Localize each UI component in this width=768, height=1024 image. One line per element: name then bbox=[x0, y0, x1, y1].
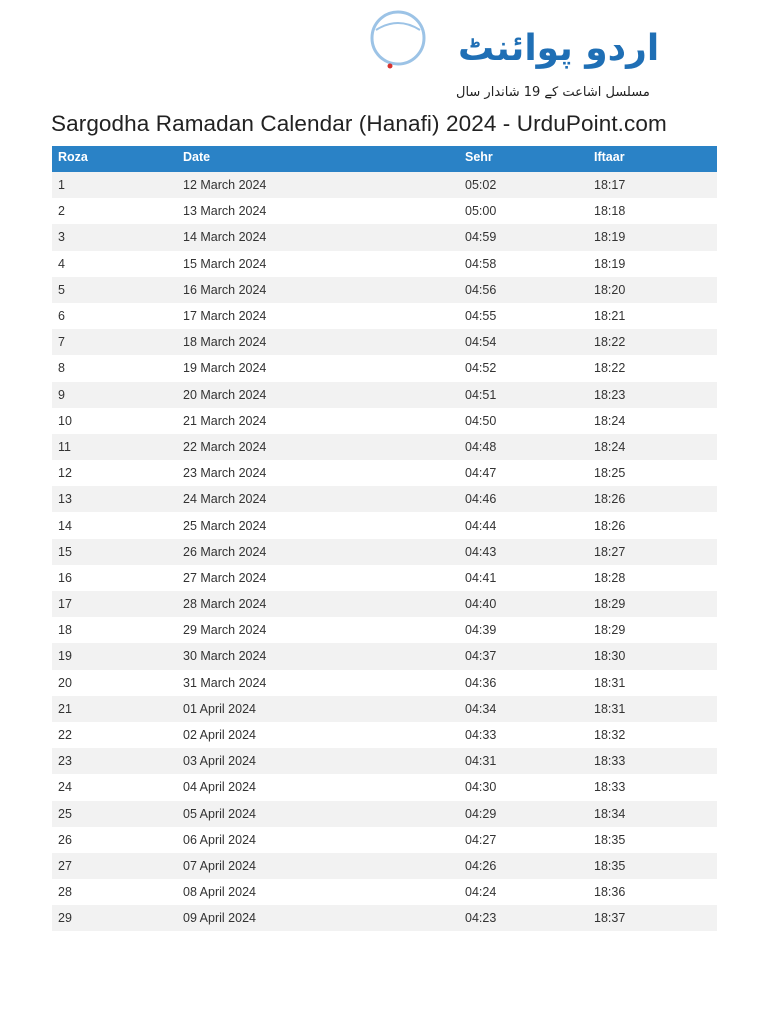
table-row bbox=[52, 434, 717, 460]
date-cell: 09 April 2024 bbox=[183, 911, 256, 926]
date-cell: 03 April 2024 bbox=[183, 754, 256, 769]
table-row bbox=[52, 643, 717, 669]
sehr-cell: 04:59 bbox=[465, 230, 497, 245]
date-cell: 29 March 2024 bbox=[183, 623, 267, 638]
roza-cell: 26 bbox=[58, 832, 72, 847]
date-cell: 01 April 2024 bbox=[183, 701, 256, 716]
iftaar-cell: 18:33 bbox=[594, 754, 626, 769]
roza-cell: 3 bbox=[58, 230, 65, 245]
date-cell: 07 April 2024 bbox=[183, 858, 256, 873]
iftaar-cell: 18:31 bbox=[594, 701, 626, 716]
sehr-cell: 04:23 bbox=[465, 911, 497, 926]
table-row bbox=[52, 460, 717, 486]
roza-cell: 7 bbox=[58, 335, 65, 350]
date-cell: 08 April 2024 bbox=[183, 885, 256, 900]
iftaar-cell: 18:31 bbox=[594, 675, 626, 690]
date-cell: 06 April 2024 bbox=[183, 832, 256, 847]
logo-graphic bbox=[290, 8, 660, 103]
roza-cell: 29 bbox=[58, 911, 72, 926]
sehr-cell: 04:41 bbox=[465, 570, 497, 585]
table-row bbox=[52, 277, 717, 303]
sehr-cell: 04:27 bbox=[465, 832, 497, 847]
sehr-cell: 04:55 bbox=[465, 309, 497, 324]
table-row bbox=[52, 591, 717, 617]
iftaar-cell: 18:20 bbox=[594, 282, 626, 297]
sehr-cell: 04:56 bbox=[465, 282, 497, 297]
table-row bbox=[52, 879, 717, 905]
iftaar-cell: 18:28 bbox=[594, 570, 626, 585]
iftaar-cell: 18:36 bbox=[594, 885, 626, 900]
date-cell: 05 April 2024 bbox=[183, 806, 256, 821]
roza-cell: 17 bbox=[58, 597, 72, 612]
roza-cell: 23 bbox=[58, 754, 72, 769]
roza-cell: 18 bbox=[58, 623, 72, 638]
sehr-cell: 04:44 bbox=[465, 518, 497, 533]
table-row bbox=[52, 670, 717, 696]
header-iftaar: Iftaar bbox=[594, 150, 625, 164]
roza-cell: 2 bbox=[58, 204, 65, 219]
table-row bbox=[52, 748, 717, 774]
table-row bbox=[52, 251, 717, 277]
sehr-cell: 04:54 bbox=[465, 335, 497, 350]
date-cell: 23 March 2024 bbox=[183, 466, 267, 481]
date-cell: 21 March 2024 bbox=[183, 413, 267, 428]
header-date: Date bbox=[183, 150, 211, 164]
roza-cell: 11 bbox=[58, 439, 71, 454]
sehr-cell: 04:33 bbox=[465, 728, 497, 743]
sehr-cell: 04:43 bbox=[465, 544, 497, 559]
iftaar-cell: 18:37 bbox=[594, 911, 626, 926]
sehr-cell: 04:39 bbox=[465, 623, 497, 638]
date-cell: 27 March 2024 bbox=[183, 570, 267, 585]
roza-cell: 22 bbox=[58, 728, 72, 743]
roza-cell: 16 bbox=[58, 570, 72, 585]
iftaar-cell: 18:32 bbox=[594, 728, 626, 743]
table-row bbox=[52, 303, 717, 329]
sehr-cell: 04:31 bbox=[465, 754, 497, 769]
roza-cell: 12 bbox=[58, 466, 72, 481]
logo-globe-arc bbox=[376, 23, 420, 30]
logo-dot bbox=[388, 64, 393, 69]
iftaar-cell: 18:18 bbox=[594, 204, 626, 219]
date-cell: 17 March 2024 bbox=[183, 309, 267, 324]
iftaar-cell: 18:35 bbox=[594, 858, 626, 873]
iftaar-cell: 18:35 bbox=[594, 832, 626, 847]
urdupoint-logo[interactable] bbox=[290, 8, 660, 103]
sehr-cell: 04:40 bbox=[465, 597, 497, 612]
iftaar-cell: 18:19 bbox=[594, 256, 626, 271]
table-row bbox=[52, 617, 717, 643]
date-cell: 28 March 2024 bbox=[183, 597, 267, 612]
iftaar-cell: 18:26 bbox=[594, 518, 626, 533]
logo-text: اردو پوائنٹ bbox=[458, 28, 660, 69]
roza-cell: 8 bbox=[58, 361, 65, 376]
roza-cell: 15 bbox=[58, 544, 72, 559]
roza-cell: 1 bbox=[58, 178, 65, 193]
ramadan-calendar-table bbox=[52, 146, 717, 931]
sehr-cell: 04:58 bbox=[465, 256, 497, 271]
logo-tagline: مسلسل اشاعت کے 19 شاندار سال bbox=[456, 85, 650, 100]
date-cell: 13 March 2024 bbox=[183, 204, 267, 219]
table-row bbox=[52, 696, 717, 722]
sehr-cell: 05:00 bbox=[465, 204, 497, 219]
roza-cell: 13 bbox=[58, 492, 72, 507]
date-cell: 02 April 2024 bbox=[183, 728, 256, 743]
roza-cell: 6 bbox=[58, 309, 65, 324]
date-cell: 22 March 2024 bbox=[183, 439, 267, 454]
date-cell: 31 March 2024 bbox=[183, 675, 267, 690]
table-row bbox=[52, 198, 717, 224]
logo-globe-ring bbox=[372, 12, 424, 64]
roza-cell: 14 bbox=[58, 518, 72, 533]
roza-cell: 28 bbox=[58, 885, 72, 900]
date-cell: 20 March 2024 bbox=[183, 387, 267, 402]
iftaar-cell: 18:29 bbox=[594, 597, 626, 612]
table-row bbox=[52, 905, 717, 931]
table-row bbox=[52, 355, 717, 381]
iftaar-cell: 18:26 bbox=[594, 492, 626, 507]
iftaar-cell: 18:33 bbox=[594, 780, 626, 795]
date-cell: 16 March 2024 bbox=[183, 282, 267, 297]
table-body bbox=[52, 172, 717, 931]
iftaar-cell: 18:29 bbox=[594, 623, 626, 638]
table-row bbox=[52, 382, 717, 408]
sehr-cell: 04:52 bbox=[465, 361, 497, 376]
roza-cell: 5 bbox=[58, 282, 65, 297]
iftaar-cell: 18:30 bbox=[594, 649, 626, 664]
iftaar-cell: 18:25 bbox=[594, 466, 626, 481]
header-roza: Roza bbox=[58, 150, 88, 164]
sehr-cell: 04:26 bbox=[465, 858, 497, 873]
table-row bbox=[52, 172, 717, 198]
sehr-cell: 05:02 bbox=[465, 178, 497, 193]
table-row bbox=[52, 722, 717, 748]
iftaar-cell: 18:24 bbox=[594, 439, 626, 454]
sehr-cell: 04:24 bbox=[465, 885, 497, 900]
sehr-cell: 04:46 bbox=[465, 492, 497, 507]
date-cell: 19 March 2024 bbox=[183, 361, 267, 376]
sehr-cell: 04:34 bbox=[465, 701, 497, 716]
table-row bbox=[52, 329, 717, 355]
table-header-row bbox=[52, 146, 717, 172]
iftaar-cell: 18:34 bbox=[594, 806, 626, 821]
roza-cell: 20 bbox=[58, 675, 72, 690]
date-cell: 14 March 2024 bbox=[183, 230, 267, 245]
table-row bbox=[52, 853, 717, 879]
page-title: Sargodha Ramadan Calendar (Hanafi) 2024 - UrduPoint.com bbox=[51, 111, 667, 136]
sehr-cell: 04:37 bbox=[465, 649, 497, 664]
sehr-cell: 04:50 bbox=[465, 413, 497, 428]
sehr-cell: 04:51 bbox=[465, 387, 497, 402]
iftaar-cell: 18:24 bbox=[594, 413, 626, 428]
roza-cell: 25 bbox=[58, 806, 72, 821]
date-cell: 25 March 2024 bbox=[183, 518, 267, 533]
date-cell: 26 March 2024 bbox=[183, 544, 267, 559]
date-cell: 15 March 2024 bbox=[183, 256, 267, 271]
iftaar-cell: 18:27 bbox=[594, 544, 626, 559]
iftaar-cell: 18:17 bbox=[594, 178, 626, 193]
table-row bbox=[52, 565, 717, 591]
roza-cell: 27 bbox=[58, 858, 72, 873]
date-cell: 24 March 2024 bbox=[183, 492, 267, 507]
table-row bbox=[52, 224, 717, 250]
sehr-cell: 04:48 bbox=[465, 439, 497, 454]
date-cell: 04 April 2024 bbox=[183, 780, 256, 795]
table-row bbox=[52, 801, 717, 827]
table-row bbox=[52, 539, 717, 565]
roza-cell: 21 bbox=[58, 701, 72, 716]
table-row bbox=[52, 512, 717, 538]
iftaar-cell: 18:19 bbox=[594, 230, 626, 245]
header-sehr: Sehr bbox=[465, 150, 493, 164]
table-row bbox=[52, 486, 717, 512]
sehr-cell: 04:30 bbox=[465, 780, 497, 795]
iftaar-cell: 18:22 bbox=[594, 335, 626, 350]
roza-cell: 4 bbox=[58, 256, 65, 271]
roza-cell: 10 bbox=[58, 413, 72, 428]
date-cell: 18 March 2024 bbox=[183, 335, 267, 350]
table-row bbox=[52, 408, 717, 434]
roza-cell: 19 bbox=[58, 649, 72, 664]
table-row bbox=[52, 827, 717, 853]
roza-cell: 9 bbox=[58, 387, 65, 402]
date-cell: 12 March 2024 bbox=[183, 178, 267, 193]
iftaar-cell: 18:22 bbox=[594, 361, 626, 376]
iftaar-cell: 18:21 bbox=[594, 309, 626, 324]
sehr-cell: 04:47 bbox=[465, 466, 497, 481]
sehr-cell: 04:36 bbox=[465, 675, 497, 690]
iftaar-cell: 18:23 bbox=[594, 387, 626, 402]
date-cell: 30 March 2024 bbox=[183, 649, 267, 664]
sehr-cell: 04:29 bbox=[465, 806, 497, 821]
table-row bbox=[52, 774, 717, 800]
roza-cell: 24 bbox=[58, 780, 72, 795]
